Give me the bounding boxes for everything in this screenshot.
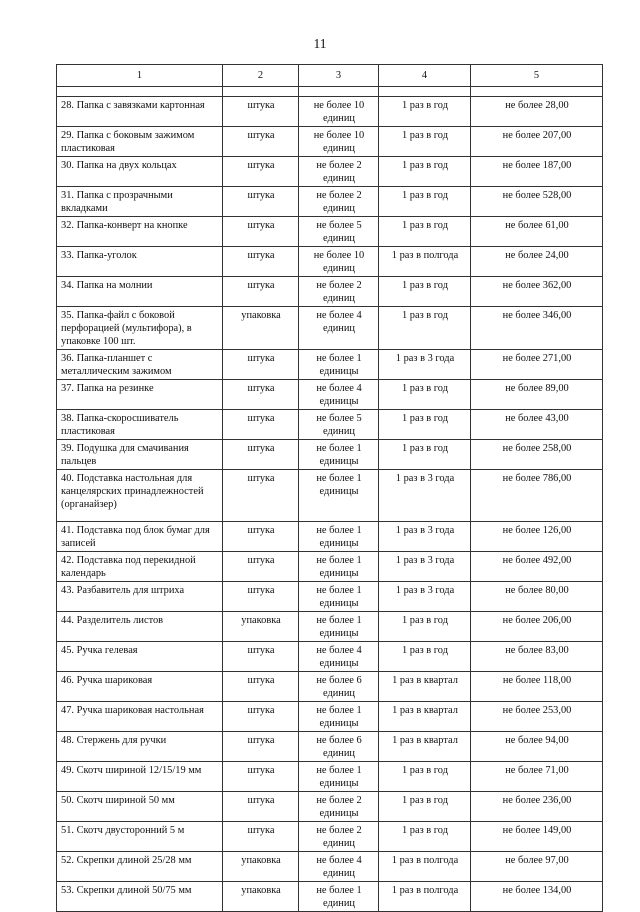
item-name: 33. Папка-уголок <box>57 247 223 277</box>
table-row <box>57 762 603 792</box>
price-limit: не более 492,00 <box>471 552 603 582</box>
table-row <box>57 612 603 642</box>
price-limit: не более 94,00 <box>471 732 603 762</box>
quantity-limit: не более 4 единиц <box>299 307 379 350</box>
table-row <box>57 882 603 912</box>
replacement-frequency: 1 раз в год <box>379 307 471 350</box>
item-name: 47. Ручка шариковая настольная <box>57 702 223 732</box>
unit-of-measure: штука <box>223 217 299 247</box>
table-row <box>57 552 603 582</box>
unit-of-measure: штука <box>223 277 299 307</box>
item-name: 30. Папка на двух кольцах <box>57 157 223 187</box>
replacement-frequency: 1 раз в 3 года <box>379 470 471 522</box>
price-limit: не более 346,00 <box>471 307 603 350</box>
unit-of-measure: штука <box>223 470 299 522</box>
quantity-limit: не более 4 единиц <box>299 852 379 882</box>
replacement-frequency: 1 раз в год <box>379 822 471 852</box>
price-limit: не более 83,00 <box>471 642 603 672</box>
item-name: 43. Разбавитель для штриха <box>57 582 223 612</box>
unit-of-measure: штука <box>223 157 299 187</box>
replacement-frequency: 1 раз в полгода <box>379 247 471 277</box>
quantity-limit: не более 2 единицы <box>299 792 379 822</box>
header-col-5: 5 <box>471 65 603 87</box>
quantity-limit: не более 2 единиц <box>299 157 379 187</box>
price-limit: не более 187,00 <box>471 157 603 187</box>
quantity-limit: не более 10 единиц <box>299 127 379 157</box>
table-row <box>57 440 603 470</box>
price-limit: не более 97,00 <box>471 852 603 882</box>
replacement-frequency: 1 раз в квартал <box>379 702 471 732</box>
quantity-limit: не более 1 единицы <box>299 470 379 522</box>
unit-of-measure: штука <box>223 440 299 470</box>
replacement-frequency: 1 раз в полгода <box>379 882 471 912</box>
replacement-frequency: 1 раз в 3 года <box>379 582 471 612</box>
replacement-frequency: 1 раз в год <box>379 380 471 410</box>
quantity-limit: не более 2 единиц <box>299 187 379 217</box>
unit-of-measure: упаковка <box>223 852 299 882</box>
header-col-3: 3 <box>299 65 379 87</box>
price-limit: не более 28,00 <box>471 97 603 127</box>
table-row <box>57 247 603 277</box>
table-row <box>57 470 603 522</box>
table-row <box>57 642 603 672</box>
unit-of-measure: штука <box>223 792 299 822</box>
spacer-row <box>57 87 603 97</box>
unit-of-measure: штука <box>223 187 299 217</box>
unit-of-measure: штука <box>223 732 299 762</box>
table-row <box>57 380 603 410</box>
table-row <box>57 277 603 307</box>
unit-of-measure: упаковка <box>223 882 299 912</box>
item-name: 39. Подушка для смачивания пальцев <box>57 440 223 470</box>
replacement-frequency: 1 раз в квартал <box>379 672 471 702</box>
replacement-frequency: 1 раз в год <box>379 187 471 217</box>
quantity-limit: не более 4 единицы <box>299 642 379 672</box>
price-limit: не более 43,00 <box>471 410 603 440</box>
item-name: 40. Подставка настольная для канцелярских принадлежностей (органайзер) <box>57 470 223 522</box>
item-name: 52. Скрепки длиной 25/28 мм <box>57 852 223 882</box>
item-name: 34. Папка на молнии <box>57 277 223 307</box>
item-name: 45. Ручка гелевая <box>57 642 223 672</box>
table-row <box>57 157 603 187</box>
header-col-2: 2 <box>223 65 299 87</box>
unit-of-measure: штука <box>223 582 299 612</box>
price-limit: не более 236,00 <box>471 792 603 822</box>
item-name: 42. Подставка под перекидной календарь <box>57 552 223 582</box>
header-col-1: 1 <box>57 65 223 87</box>
quantity-limit: не более 1 единиц <box>299 882 379 912</box>
item-name: 35. Папка-файл с боковой перфорацией (мультифора), в упаковке 100 шт. <box>57 307 223 350</box>
price-limit: не более 271,00 <box>471 350 603 380</box>
replacement-frequency: 1 раз в год <box>379 440 471 470</box>
table-row <box>57 792 603 822</box>
quantity-limit: не более 10 единиц <box>299 247 379 277</box>
page-number: 11 <box>313 36 327 51</box>
unit-of-measure: штука <box>223 702 299 732</box>
unit-of-measure: штука <box>223 822 299 852</box>
table-row <box>57 187 603 217</box>
replacement-frequency: 1 раз в год <box>379 217 471 247</box>
quantity-limit: не более 6 единиц <box>299 732 379 762</box>
item-name: 31. Папка с прозрачными вкладками <box>57 187 223 217</box>
item-name: 32. Папка-конверт на кнопке <box>57 217 223 247</box>
item-name: 36. Папка-планшет с металлическим зажимом <box>57 350 223 380</box>
item-name: 37. Папка на резинке <box>57 380 223 410</box>
replacement-frequency: 1 раз в 3 года <box>379 350 471 380</box>
table-row <box>57 217 603 247</box>
table-body <box>57 87 603 912</box>
table-row <box>57 702 603 732</box>
replacement-frequency: 1 раз в год <box>379 97 471 127</box>
price-limit: не более 71,00 <box>471 762 603 792</box>
quantity-limit: не более 6 единиц <box>299 672 379 702</box>
quantity-limit: не более 1 единицы <box>299 612 379 642</box>
price-limit: не более 253,00 <box>471 702 603 732</box>
header-row <box>57 65 603 87</box>
replacement-frequency: 1 раз в год <box>379 642 471 672</box>
quantity-limit: не более 5 единиц <box>299 217 379 247</box>
replacement-frequency: 1 раз в год <box>379 277 471 307</box>
price-limit: не более 134,00 <box>471 882 603 912</box>
price-limit: не более 89,00 <box>471 380 603 410</box>
quantity-limit: не более 1 единицы <box>299 582 379 612</box>
table-row <box>57 672 603 702</box>
unit-of-measure: штука <box>223 410 299 440</box>
price-limit: не более 126,00 <box>471 522 603 552</box>
item-name: 53. Скрепки длиной 50/75 мм <box>57 882 223 912</box>
table-row <box>57 410 603 440</box>
quantity-limit: не более 1 единицы <box>299 350 379 380</box>
price-limit: не более 149,00 <box>471 822 603 852</box>
table-row <box>57 522 603 552</box>
unit-of-measure: штука <box>223 522 299 552</box>
unit-of-measure: штука <box>223 127 299 157</box>
replacement-frequency: 1 раз в 3 года <box>379 522 471 552</box>
unit-of-measure: штука <box>223 642 299 672</box>
item-name: 49. Скотч шириной 12/15/19 мм <box>57 762 223 792</box>
price-limit: не более 118,00 <box>471 672 603 702</box>
table-row <box>57 732 603 762</box>
replacement-frequency: 1 раз в год <box>379 410 471 440</box>
unit-of-measure: штука <box>223 552 299 582</box>
price-limit: не более 61,00 <box>471 217 603 247</box>
quantity-limit: не более 10 единиц <box>299 97 379 127</box>
unit-of-measure: штука <box>223 762 299 792</box>
item-name: 29. Папка с боковым зажимом пластиковая <box>57 127 223 157</box>
replacement-frequency: 1 раз в 3 года <box>379 552 471 582</box>
replacement-frequency: 1 раз в год <box>379 612 471 642</box>
item-name: 51. Скотч двусторонний 5 м <box>57 822 223 852</box>
table-row <box>57 582 603 612</box>
table-row <box>57 350 603 380</box>
replacement-frequency: 1 раз в полгода <box>379 852 471 882</box>
table-row <box>57 97 603 127</box>
price-limit: не более 362,00 <box>471 277 603 307</box>
unit-of-measure: штука <box>223 97 299 127</box>
item-name: 41. Подставка под блок бумаг для записей <box>57 522 223 552</box>
replacement-frequency: 1 раз в квартал <box>379 732 471 762</box>
price-limit: не более 24,00 <box>471 247 603 277</box>
quantity-limit: не более 1 единицы <box>299 702 379 732</box>
quantity-limit: не более 1 единицы <box>299 522 379 552</box>
item-name: 46. Ручка шариковая <box>57 672 223 702</box>
quantity-limit: не более 5 единиц <box>299 410 379 440</box>
quantity-limit: не более 1 единицы <box>299 440 379 470</box>
table-row <box>57 852 603 882</box>
quantity-limit: не более 1 единицы <box>299 552 379 582</box>
unit-of-measure: упаковка <box>223 307 299 350</box>
table-row <box>57 127 603 157</box>
replacement-frequency: 1 раз в год <box>379 157 471 187</box>
price-limit: не более 207,00 <box>471 127 603 157</box>
item-name: 50. Скотч шириной 50 мм <box>57 792 223 822</box>
price-limit: не более 80,00 <box>471 582 603 612</box>
price-limit: не более 528,00 <box>471 187 603 217</box>
price-limit: не более 786,00 <box>471 470 603 522</box>
quantity-limit: не более 1 единицы <box>299 762 379 792</box>
item-name: 28. Папка с завязками картонная <box>57 97 223 127</box>
replacement-frequency: 1 раз в год <box>379 127 471 157</box>
replacement-frequency: 1 раз в год <box>379 762 471 792</box>
table-row <box>57 822 603 852</box>
item-name: 44. Разделитель листов <box>57 612 223 642</box>
price-limit: не более 258,00 <box>471 440 603 470</box>
unit-of-measure: штука <box>223 380 299 410</box>
unit-of-measure: штука <box>223 672 299 702</box>
unit-of-measure: упаковка <box>223 612 299 642</box>
replacement-frequency: 1 раз в год <box>379 792 471 822</box>
quantity-limit: не более 2 единиц <box>299 277 379 307</box>
price-limit: не более 206,00 <box>471 612 603 642</box>
unit-of-measure: штука <box>223 247 299 277</box>
item-name: 48. Стержень для ручки <box>57 732 223 762</box>
table-row <box>57 307 603 350</box>
item-name: 38. Папка-скоросшиватель пластиковая <box>57 410 223 440</box>
quantity-limit: не более 4 единицы <box>299 380 379 410</box>
norms-table <box>56 64 603 912</box>
unit-of-measure: штука <box>223 350 299 380</box>
header-col-4: 4 <box>379 65 471 87</box>
quantity-limit: не более 2 единиц <box>299 822 379 852</box>
